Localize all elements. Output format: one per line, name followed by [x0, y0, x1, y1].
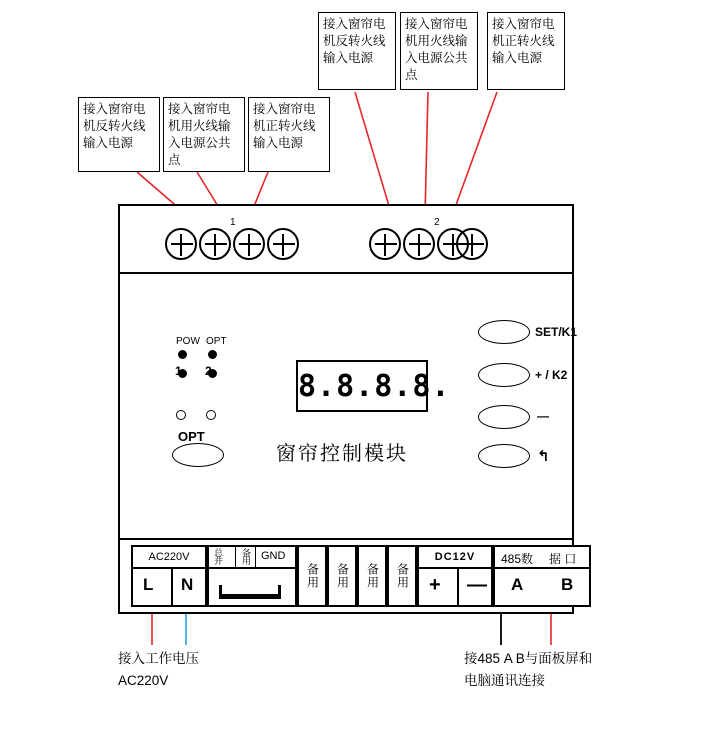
seven-segment-display	[296, 360, 451, 412]
set-k1-label: SET/K1	[535, 325, 578, 339]
opt-button[interactable]	[172, 443, 224, 467]
terminal-485-label-a: 485数	[501, 552, 534, 566]
channel-2-label: 2	[205, 364, 212, 378]
gnd-bus-left	[219, 585, 222, 597]
terminal-dc-minus-label: —	[467, 574, 487, 596]
gnd-bus-bar	[219, 594, 281, 599]
terminal-screw-1a[interactable]	[165, 228, 197, 260]
terminal-spare-2[interactable]	[327, 545, 357, 607]
callout-left-1: 接入窗帘电机反转火线输入电源	[78, 97, 160, 172]
display-digit-3: 8.	[374, 368, 413, 404]
pow-led	[178, 350, 187, 359]
terminal-ac220v-label: AC220V	[133, 547, 205, 569]
terminal-rs485[interactable]	[493, 545, 591, 607]
terminal-spare-1-label: 备用	[305, 563, 320, 589]
callout-left-3: 接入窗帘电机正转火线输入电源	[248, 97, 330, 172]
opt-button-label: OPT	[178, 429, 205, 444]
plus-k2-label: + / K2	[535, 368, 568, 382]
opt-led	[208, 350, 217, 359]
minus-button[interactable]	[478, 405, 530, 429]
terminal-screw-2a[interactable]	[369, 228, 401, 260]
minus-label: —	[537, 409, 549, 423]
gnd-bus-right	[278, 585, 281, 597]
set-k1-button[interactable]	[478, 320, 530, 344]
terminal-spare-4[interactable]	[387, 545, 417, 607]
terminal-gnd-label: GND	[261, 550, 286, 562]
terminal-spare-4-label: 备用	[395, 563, 410, 589]
terminal-spare-3-label: 备用	[365, 563, 380, 589]
terminal-485-label-b: 据 口	[549, 552, 577, 566]
spare-led-2	[206, 410, 216, 420]
back-label: ↰	[537, 448, 550, 465]
terminal-zongbing-label: 总并	[213, 548, 223, 564]
terminal-gnd-group[interactable]	[207, 545, 297, 607]
module-title: 窗帘控制模块	[276, 443, 408, 465]
channel-1-label: 1	[175, 364, 182, 378]
terminal-screw-2d[interactable]	[456, 228, 488, 260]
callout-left-2: 接入窗帘电机用火线输入电源公共点	[163, 97, 245, 172]
terminal-N-label: N	[181, 575, 194, 594]
spare-led-1	[176, 410, 186, 420]
terminal-L-label: L	[143, 575, 154, 594]
terminal-screw-1b[interactable]	[199, 228, 231, 260]
back-button[interactable]	[478, 444, 530, 468]
display-digit-4: 8.	[412, 368, 451, 404]
pow-label: POW	[176, 336, 200, 347]
terminal-spare-3[interactable]	[357, 545, 387, 607]
terminal-spare-2-label: 备用	[335, 563, 350, 589]
bottom-terminal-block	[131, 545, 577, 607]
terminal-dc12v-label: DC12V	[419, 547, 491, 569]
callout-right-3: 接入窗帘电机正转火线输入电源	[487, 12, 565, 90]
terminal-screw-1d[interactable]	[267, 228, 299, 260]
callout-right-1: 接入窗帘电机反转火线输入电源	[318, 12, 396, 90]
terminal-dc-divider	[457, 569, 459, 607]
terminal-screw-1c[interactable]	[233, 228, 265, 260]
terminal-dc12v[interactable]	[417, 545, 493, 607]
terminal-group-label-1: 1	[230, 217, 236, 228]
terminal-ac220v[interactable]	[131, 545, 207, 607]
terminal-screw-2b[interactable]	[403, 228, 435, 260]
terminal-group-label-2: 2	[434, 217, 440, 228]
callout-right-2: 接入窗帘电机用火线输入电源公共点	[400, 12, 478, 90]
plus-k2-button[interactable]	[478, 363, 530, 387]
terminal-485-a: A	[511, 575, 524, 594]
display-digit-1: 8.	[298, 368, 337, 404]
terminal-485-b: B	[561, 575, 574, 594]
display-digit-2: 8.	[336, 368, 375, 404]
terminal-beiyong-label: 备用	[241, 548, 251, 564]
terminal-ac-divider	[171, 569, 173, 607]
terminal-dc-plus-label: +	[429, 574, 441, 596]
opt-label: OPT	[206, 336, 227, 347]
note-rs485: 接485 A B与面板屏和电脑通讯连接	[464, 651, 593, 688]
terminal-spare-1[interactable]	[297, 545, 327, 607]
note-power: 接入工作电压AC220V	[118, 651, 199, 688]
